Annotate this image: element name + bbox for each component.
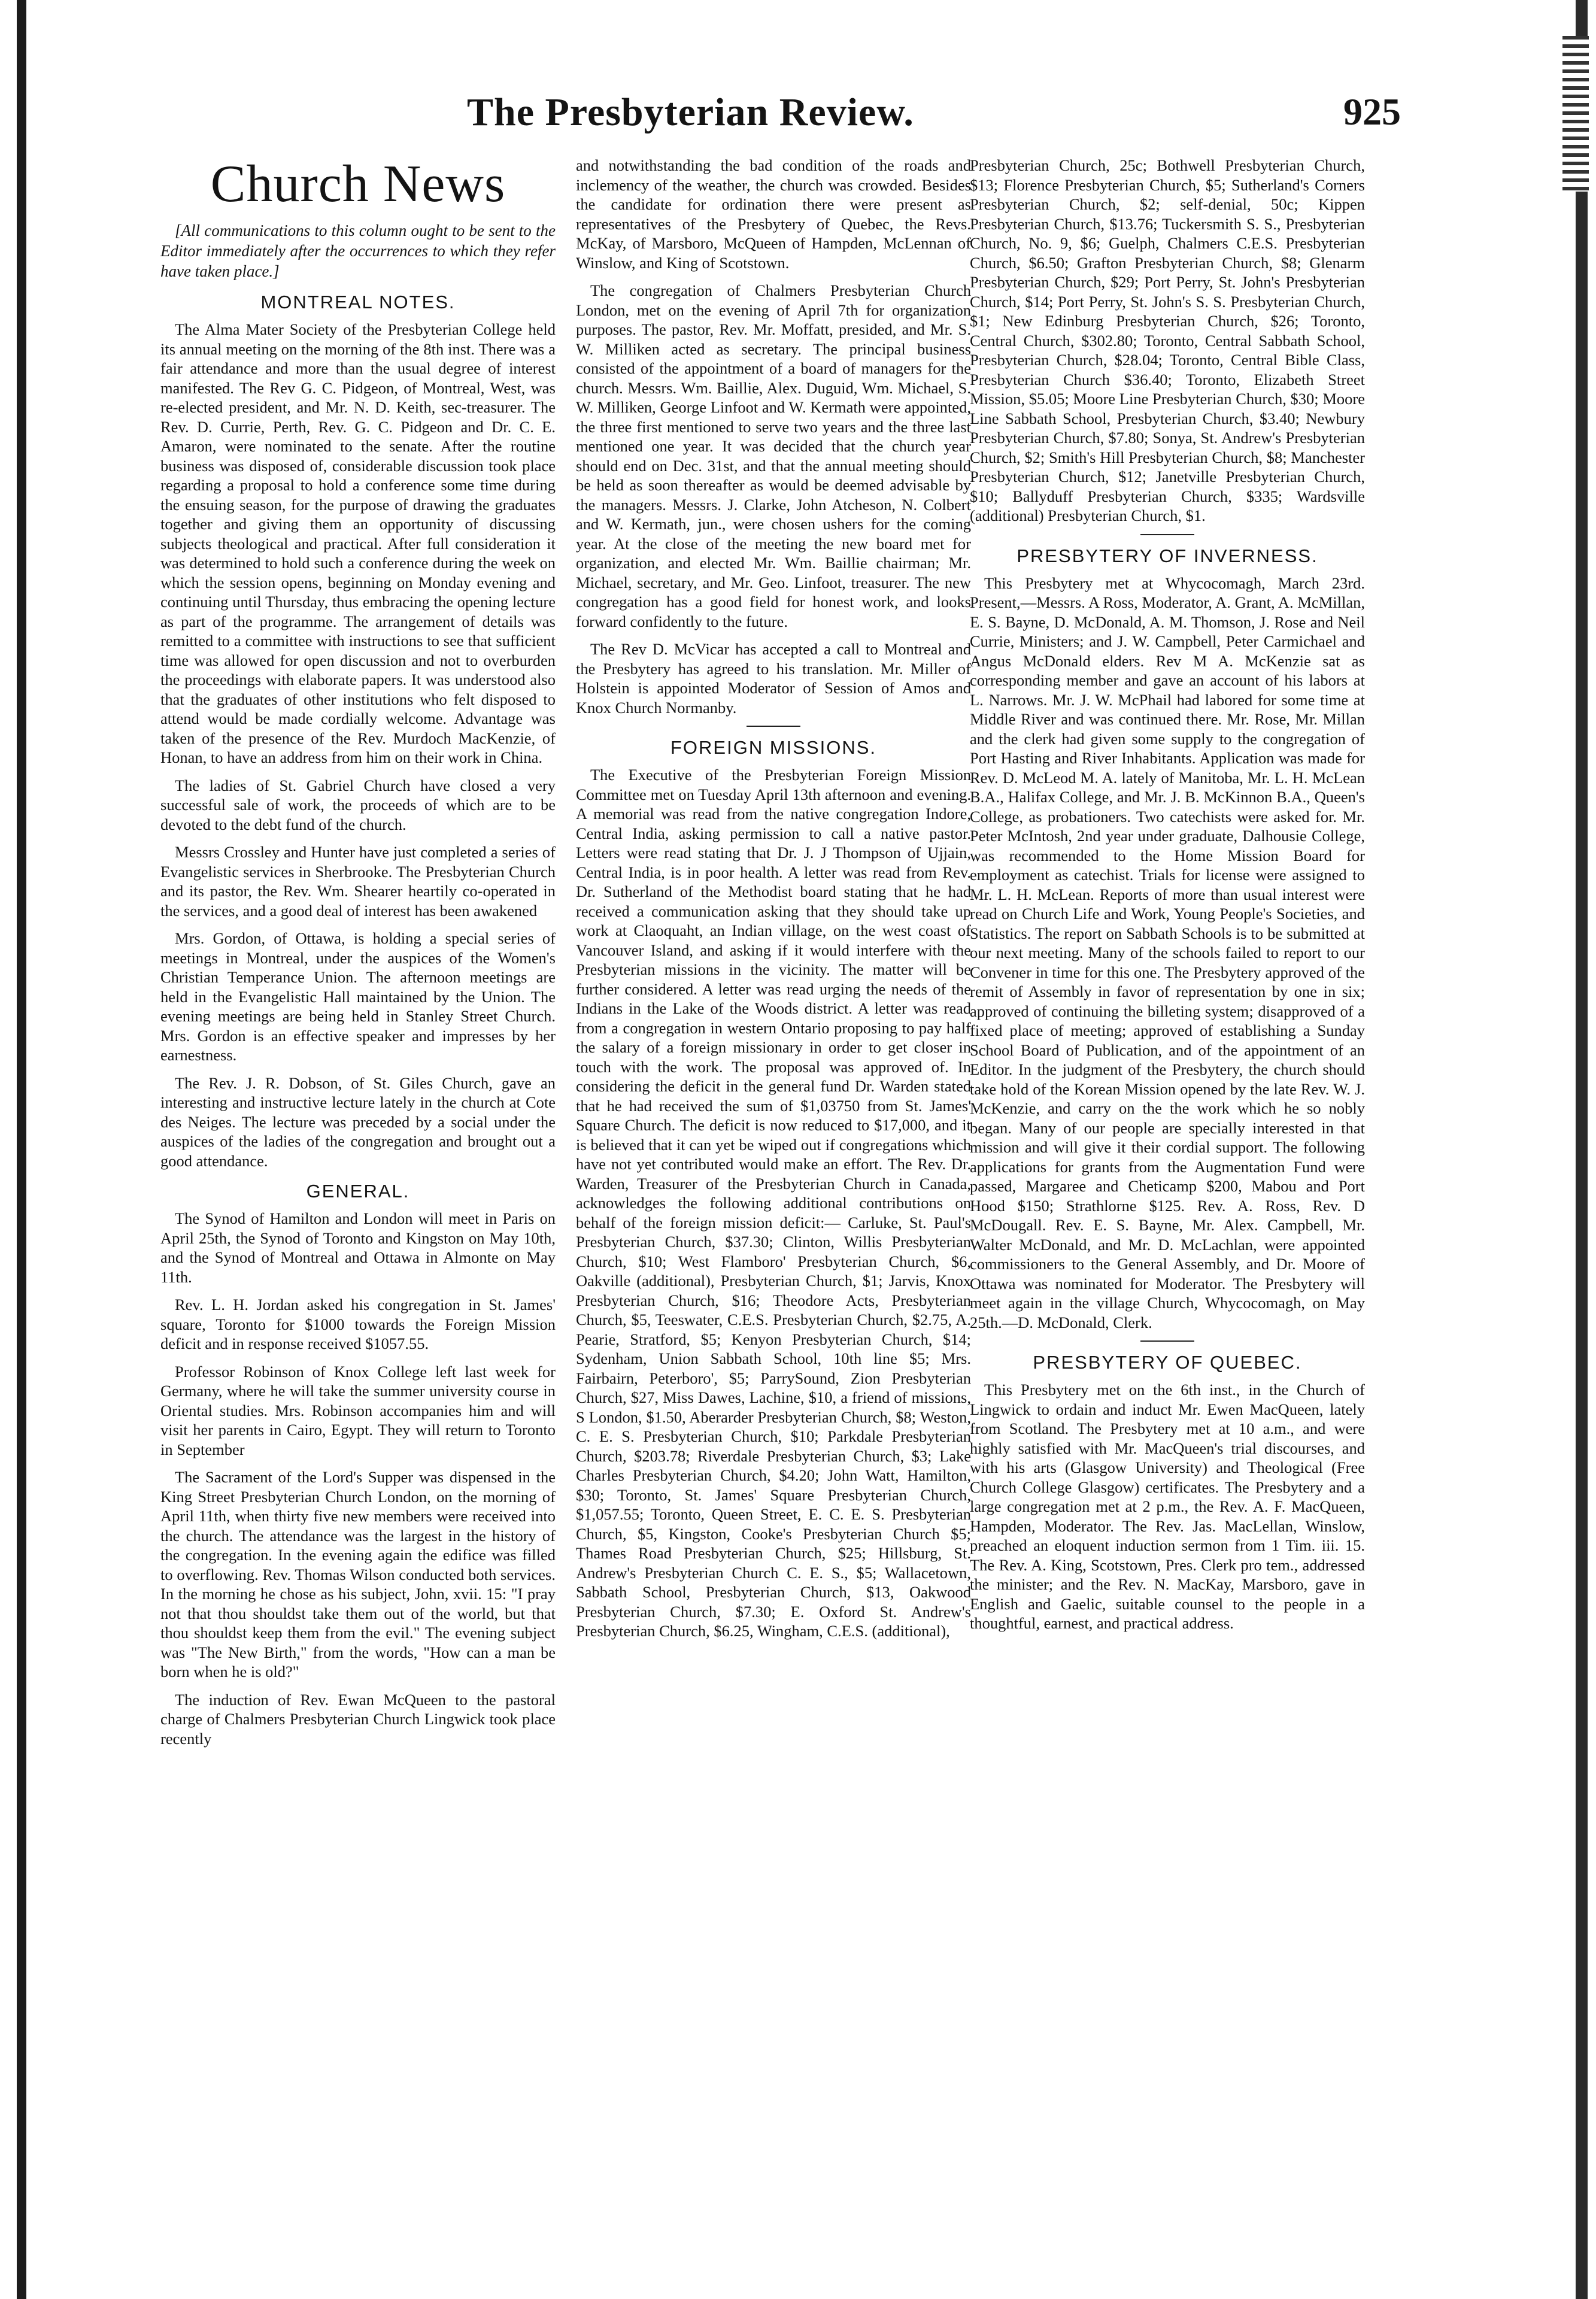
article-paragraph: Professor Robinson of Knox College left last week for Germany, where he will take the summer university course in Oriental studies. Mrs. Robinson accompanies him and will visit her parents in Cairo, Egypt. They will return to Toronto in September	[160, 1362, 556, 1458]
article-paragraph: Presbyterian Church, 25c; Bothwell Presbyterian Church, $13; Florence Presbyterian Church, $5; Sutherland's Corners Presbyterian Church, $2; self-denial, 50c; Kippen Presbyterian Church, $13.76; Tuckersmith S. S., Presbyterian Church, No. 9, $6; Guelph, Chalmers C.E.S. Presbyterian Church, $6.50; Grafton Presbyterian Church, $8; Glenarm Presbyterian Church, $29; Port Perry, St. John's Presbyterian Church, $14; Port Perry, St. John's S. S. Presbyterian Church, $1; New Edinburg Presbyterian Church, $26; Toronto, Central Church, $302.80; Toronto, Central Sabbath School, Presbyterian Church, $28.04; Toronto, Central Bible Class, Presbyterian Church $36.40; Toronto, Elizabeth Street Mission, $5.05; Moore Line Presbyterian Church, $30; Moore Line Sabbath School, Presbyterian Church, $3.40; Newbury Presbyterian Church, $7.80; Sonya, St. Andrew's Presbyterian Church, $2; Smith's Hill Presbyterian Church, $8; Manchester Presbyterian Church, $12; Janetville Presbyterian Church, $10; Ballyduff Presbyterian Church, $335; Wardsville (additional) Presbyterian Church, $1.	[970, 156, 1365, 524]
section-divider	[1140, 534, 1194, 535]
article-paragraph: Rev. L. H. Jordan asked his congregation in St. James' square, Toronto for $1000 towards the Foreign Mission deficit and in response received $1057.55.	[160, 1296, 556, 1352]
scan-edge-marks	[1562, 36, 1589, 192]
article-paragraph: The induction of Rev. Ewan McQueen to the pastoral charge of Chalmers Presbyterian Church Lingwick took place recently	[160, 1690, 556, 1748]
editor-note: [All communications to this column ought to be sent to the Editor immediately after the occurrences to which they refer have taken place.]	[160, 222, 556, 280]
page-header	[443, 90, 1401, 144]
section-title-church-news: Church News	[210, 155, 506, 213]
heading-general: GENERAL.	[306, 1181, 410, 1202]
article-paragraph: Mrs. Gordon, of Ottawa, is holding a special series of meetings in Montreal, under the auspices of the Women's Christian Temperance Union. The afternoon meetings are held in the Evangelistic Hall maintained by the Union. The evening meetings are being held in Stanley Street Church. Mrs. Gordon is an effective speaker and impresses by her earnestness.	[160, 929, 556, 1064]
column-2	[576, 156, 971, 1649]
article-paragraph: This Presbytery met on the 6th inst., in the Church of Lingwick to ordain and induct Mr. Ewen MacQueen, lately from Scotland. The Presbytery met at 10 a.m., and were highly satisfied with Mr. MacQueen's trial discourses, and with his arts (Glasgow University) and Theological (Free Church College Glasgow) certificates. The Presbytery and a large congregation met at 2 p.m., the Rev. A. F. MacQueen, Hampden, Moderator. The Rev. Jas. MacLellan, Winslow, preached an eloquent induction sermon from 1 Tim. iii. 15. The Rev. A. King, Scotstown, Pres. Clerk pro tem., addressed the minister; and the Rev. N. MacKay, Marsboro, gave in English and Gaelic, suitable counsel to the people in a thoughtful, earnest, and practical address.	[970, 1381, 1365, 1632]
heading-foreign-missions: FOREIGN MISSIONS.	[670, 737, 877, 758]
scan-edge-left	[17, 0, 26, 2299]
article-paragraph: This Presbytery met at Whycocomagh, March 23rd. Present,—Messrs. A Ross, Moderator, A. Grant, A. McMillan, E. S. Bayne, D. McDonald, A. M. Thomson, J. Rose and Neil Currie, Ministers; and J. W. Campbell, Peter Carmichael and Angus McDonald elders. Rev M A. McKenzie sat as corresponding member and gave an account of his labors at L. Narrows. Mr. J. W. McPhail had labored for some time at Middle River and was continued there. Mr. Rose, Mr. Millan and the clerk had given some supply to the congregation of Port Hasting and River Inhabitants. Application was made for Rev. D. McLeod M. A. lately of Manitoba, Mr. L. H. McLean B.A., Halifax College, and Mr. J. B. McKinnon B.A., Queen's College, as probationers. Two catechists were asked for. Mr. Peter McIntosh, 2nd year under graduate, Dalhousie College, was recommended to the Home Mission Board for employment as catechist. Trials for license were assigned to Mr. L. H. McLean. Reports of more than usual interest were read on Church Life and Work, Young People's Societies, and Statistics. The report on Sabbath Schools is to be submitted at our next meeting. Many of the schools failed to report to our Convener in time for this one. The Presbytery approved of the remit of Assembly in favor of representation by one in six; approved of continuing the billeting system; disapproved of a fixed place of meeting; approved of establishing a Sunday School Board of Publication, and of the appointment of an Editor. In the judgment of the Presbytery, the church should take hold of the Korean Mission opened by the late Rev. W. J. McKenzie, and carry on the the work which he so nobly began. Many of our people are specially interested in that mission and will give it their cordial support. The following applications for grants from the Augmentation Fund were passed, Margaree and Cheticamp $200, Mabou and Port Hood $150; Strathlorne $125. Rev. A. Ross, Rev. D McDougall. Rev. E. S. Bayne, Mr. Alex. Campbell, Mr. Walter McDonald, and Mr. D. McLachlan, were appointed commissioners to the General Assembly, and Dr. Moore of Ottawa was nominated for Moderator. The Presbytery will meet again in the village Church, Whycocomagh, on May 25th.—D. McDonald, Clerk.	[970, 574, 1365, 1332]
column-3	[970, 156, 1365, 1642]
article-paragraph: The Rev. J. R. Dobson, of St. Giles Church, gave an interesting and instructive lecture lately in the church at Cote des Neiges. The lecture was preceded by a social under the auspices of the ladies of the congregation and brought out a good attendance.	[160, 1073, 556, 1170]
article-paragraph: The Synod of Hamilton and London will meet in Paris on April 25th, the Synod of Toronto and Kingston on May 10th, and the Synod of Montreal and Ottawa in Almonte on May 11th.	[160, 1209, 556, 1286]
article-paragraph: The Executive of the Presbyterian Foreign Mission Committee met on Tuesday April 13th afternoon and evening. A memorial was read from the native congregation Indore, Central India, asking permission to call a native pastor. Letters were read stating that Dr. J. J Thompson of Ujjain, Central India, is in poor health. A letter was read from Rev. Dr. Sutherland of the Methodist board stating that he had received a communication asking that they should take up work at Claoquaht, an Indian village, on the west coast of Vancouver Island, and asking if it would interfere with the Presbyterian missions in the vicinity. The matter will be further considered. A letter was read urging the needs of the Indians in the Lake of the Woods district. A letter was read from a congregation in western Ontario proposing to pay half the salary of a foreign missionary in order to get closer in touch with the work. The proposal was approved of. In considering the deficit in the general fund Dr. Warden stated that he had received the sum of $1,03750 from St. James' Square Church. The deficit is now reduced to $17,000, and it is believed that it can yet be wiped out if congregations which have not yet contributed would make an effort. The Rev. Dr. Warden, Treasurer of the Presbyterian Church in Canada, acknowledges the following additional contributions on behalf of the foreign mission deficit:— Carluke, St. Paul's Presbyterian Church, $37.30; Clinton, Willis Presbyterian Church, $10; West Flamboro' Presbyterian Church, $6, Oakville (additional), Presbyterian Church, $1; Jarvis, Knox Presbyterian Church, $16; Theodore Acts, Presbyterian Church, $5, Teeswater, C.E.S. Presbyterian Church, $2.75, A. Pearie, Stratford, $5; Kenyon Presbyterian Church, $14; Sydenham, Union Sabbath School, 10th line $5; Mrs. Fairbairn, Peterboro', $5; ParrySound, Zion Presbyterian Church, $27, Miss Dawes, Lachine, $10, a friend of missions, S London, $1.50, Aberarder Presbyterian Church, $8; Weston, C. E. S. Presbyterian Church, $10; Parkdale Presbyterian Church, $203.78; Riverdale Presbyterian Church, $3; Lake Charles Presbyterian Church, $4.20; John Watt, Hamilton, $30; Toronto, St. James' Square Presbyterian Church, $1,057.55; Toronto, Queen Street, E. C. E. S. Presbyterian Church, $5, Kingston, Cooke's Presbyterian Church $5; Thames Road Presbyterian Church, $25; Hillsburg, St. Andrew's Presbyterian Church C. E. S., $5; Wallacetown, Sabbath School, Presbyterian Church, $13, Oakwood Presbyterian Church, $7.30; E. Oxford St. Andrew's Presbyterian Church, $6.25, Wingham, C.E.S. (additional),	[576, 766, 971, 1640]
article-paragraph: and notwithstanding the bad condition of the roads and inclemency of the weather, the church was crowded. Besides the candidate for ordination there were present as representatives of the Presbytery of Quebec, the Revs. McKay, of Marsboro, McQueen of Hampden, McLennan of Winslow, and King of Scotstown.	[576, 156, 971, 272]
page-number: 925	[1343, 90, 1401, 133]
article-paragraph: The congregation of Chalmers Presbyterian Church London, met on the evening of April 7th for organization purposes. The pastor, Rev. Mr. Moffatt, presided, and Mr. S. W. Milliken acted as secretary. The principal business consisted of the appointment of a board of managers for the church. Messrs. Wm. Baillie, Alex. Duguid, Wm. Michael, S. W. Milliken, George Linfoot and W. Kermath were appointed, the three first mentioned to serve two years and the three last mentioned one year. It was decided that the church year should end on Dec. 31st, and that the annual meeting should be held as soon thereafter as would be deemed advisable by the managers. Messrs. J. Clarke, John Atcheson, N. Colbert and W. Kermath, jun., were chosen ushers for the coming year. At the close of the meeting the new board met for organization, and elected Mr. Wm. Baillie chairman; Mr. Michael, secretary, and Mr. Geo. Linfoot, treasurer. The new congregation has a good field for honest work, and looks forward confidently to the future.	[576, 281, 971, 630]
heading-presbytery-quebec: PRESBYTERY OF QUEBEC.	[1033, 1352, 1302, 1373]
column-1	[160, 156, 556, 1757]
heading-presbytery-inverness: PRESBYTERY OF INVERNESS.	[1017, 545, 1318, 566]
heading-montreal-notes: MONTREAL NOTES.	[260, 292, 456, 313]
running-title: The Presbyterian Review.	[467, 90, 914, 134]
section-divider	[1140, 1340, 1194, 1342]
article-paragraph: The Sacrament of the Lord's Supper was dispensed in the King Street Presbyterian Church London, on the morning of April 11th, when thirty five new members were received into the church. The attendance was the largest in the history of the congregation. In the evening again the edifice was filled to overflowing. Rev. Thomas Wilson conducted both services. In the morning he chose as his subject, John, xvii. 15: "I pray not that thou shouldst take them out of the world, but that thou shouldst keep them from the evil." The evening subject was "The New Birth," from the words, "How can a man be born when he is old?"	[160, 1468, 556, 1681]
article-paragraph: The Alma Mater Society of the Presbyterian College held its annual meeting on the morning of the 8th inst. There was a fair attendance and more than the usual degree of interest manifested. The Rev G. C. Pidgeon, of Montreal, West, was re-elected president, and Mr. N. D. Keith, sec-treasurer. The Rev. D. Currie, Perth, Rev. G. C. Pidgeon and Dr. C. E. Amaron, were nominated to the senate. After the routine business was disposed of, considerable discussion took place regarding a proposal to hold a conference some time during the ensuing season, for the purpose of drawing the graduates together and giving them an opportunity of discussing subjects theological and practical. After full consideration it was determined to hold such a conference during the week on which the session opens, beginning on Monday evening and continuing until Thursday, thus embracing the opening lecture as part of the programme. The arrangement of details was remitted to a committee with instructions to see that sufficient time was allowed for open discussion and not to overburden the proceedings with elaborate papers. It was understood also that the graduates of other institutions who felt disposed to attend would be made cordially welcome. Advantage was taken of the presence of the Rev. Murdoch MacKenzie, of Honan, to have an address from him on their work in China.	[160, 320, 556, 766]
section-divider	[747, 726, 800, 727]
article-paragraph: The ladies of St. Gabriel Church have closed a very successful sale of work, the proceeds of which are to be devoted to the debt fund of the church.	[160, 776, 556, 833]
article-paragraph: The Rev D. McVicar has accepted a call to Montreal and the Presbytery has agreed to his translation. Mr. Miller of Holstein is appointed Moderator of Session of Amos and Knox Church Normanby.	[576, 640, 971, 717]
article-paragraph: Messrs Crossley and Hunter have just completed a series of Evangelistic services in Sherbrooke. The Presbyterian Church and its pastor, the Rev. Wm. Shearer heartily co-operated in the services, and a good deal of interest has been awakened	[160, 843, 556, 920]
scan-edge-right	[1576, 0, 1588, 2299]
